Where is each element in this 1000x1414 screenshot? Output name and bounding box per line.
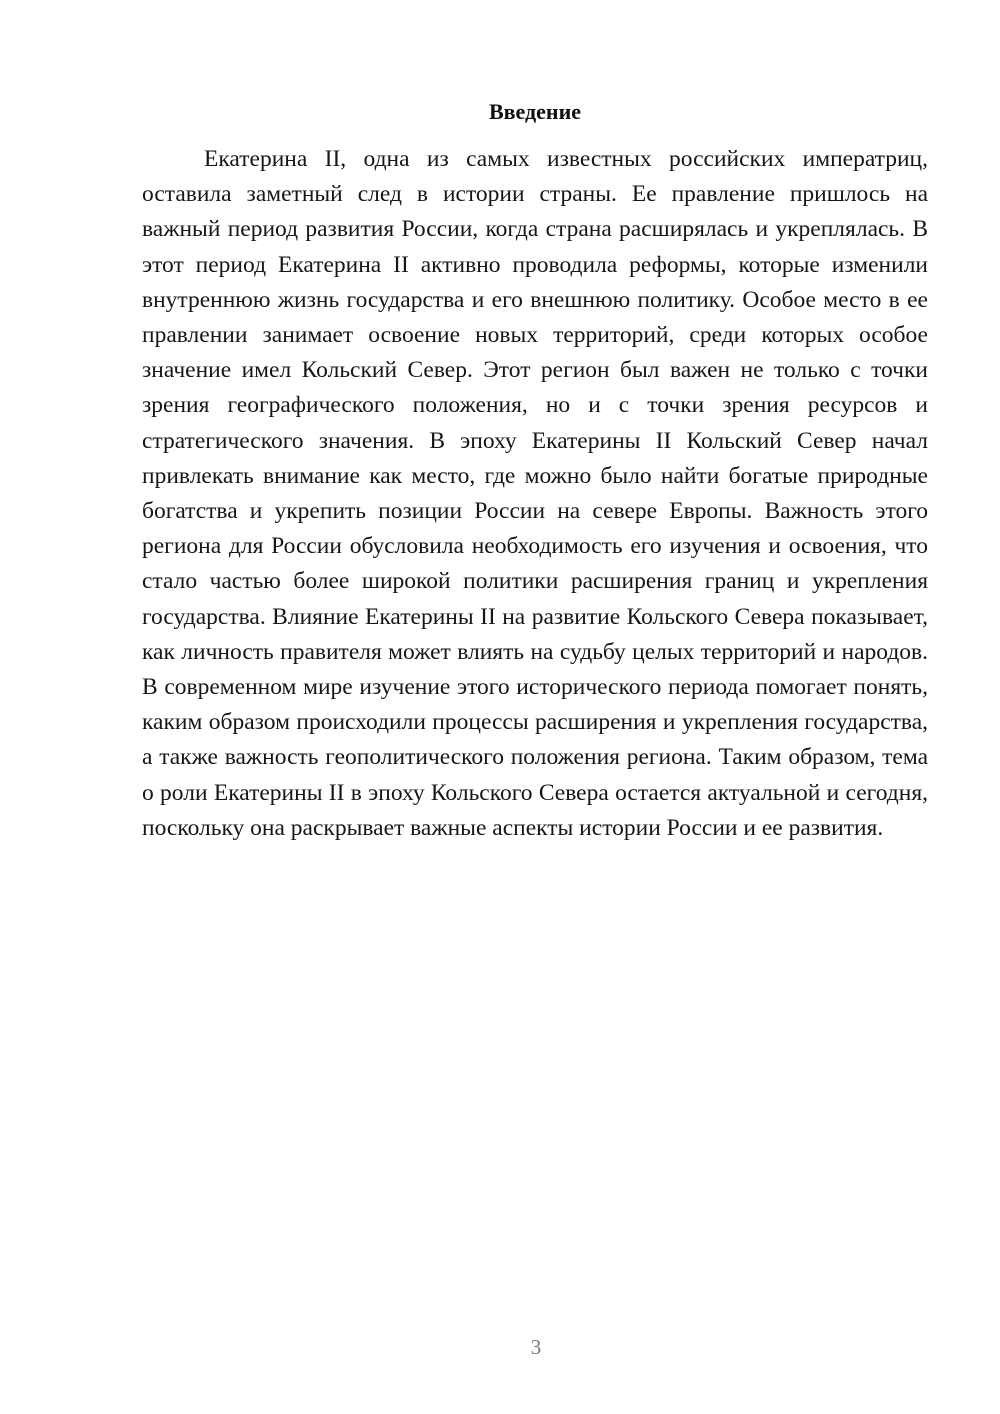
body-paragraph: Екатерина II, одна из самых известных российских императриц, оставила заметный след в истории страны. Ее правление пришлось на важный период развития России, когда страна расширялась и укреплялась. В этот период Екатерина II активно проводила реформы, которые изменили внутреннюю жизнь государства и его внешнюю политику. Особое место в ее правлении занимает освоение новых территорий, среди которых особое значение имел Кольский Север. Этот регион был важен не только с точки зрения географического положения, но и с точки зрения ресурсов и стратегического значения. В эпоху Екатерины II Кольский Север начал привлекать внимание как место, где можно было найти богатые природные богатства и укрепить позиции России на севере Европы. Важность этого региона для России обусловила необходимость его изучения и освоения, что стало частью более широкой политики расширения границ и укрепления государства. Влияние Екатерины II на развитие Кольского Севера показывает, как личность правителя может влиять на судьбу целых территорий и народов. В современном мире изучение этого исторического периода помогает понять, каким образом происходили процессы расширения и укрепления государства, а также важность геополитического положения региона. Таким образом, тема о роли Екатерины II в эпоху Кольского Севера остается актуальной и сегодня, поскольку она раскрывает важные аспекты истории России и ее развития. — [142, 146, 928, 841]
page-number: 3 — [530, 1335, 542, 1359]
section-heading: Введение — [488, 99, 582, 124]
